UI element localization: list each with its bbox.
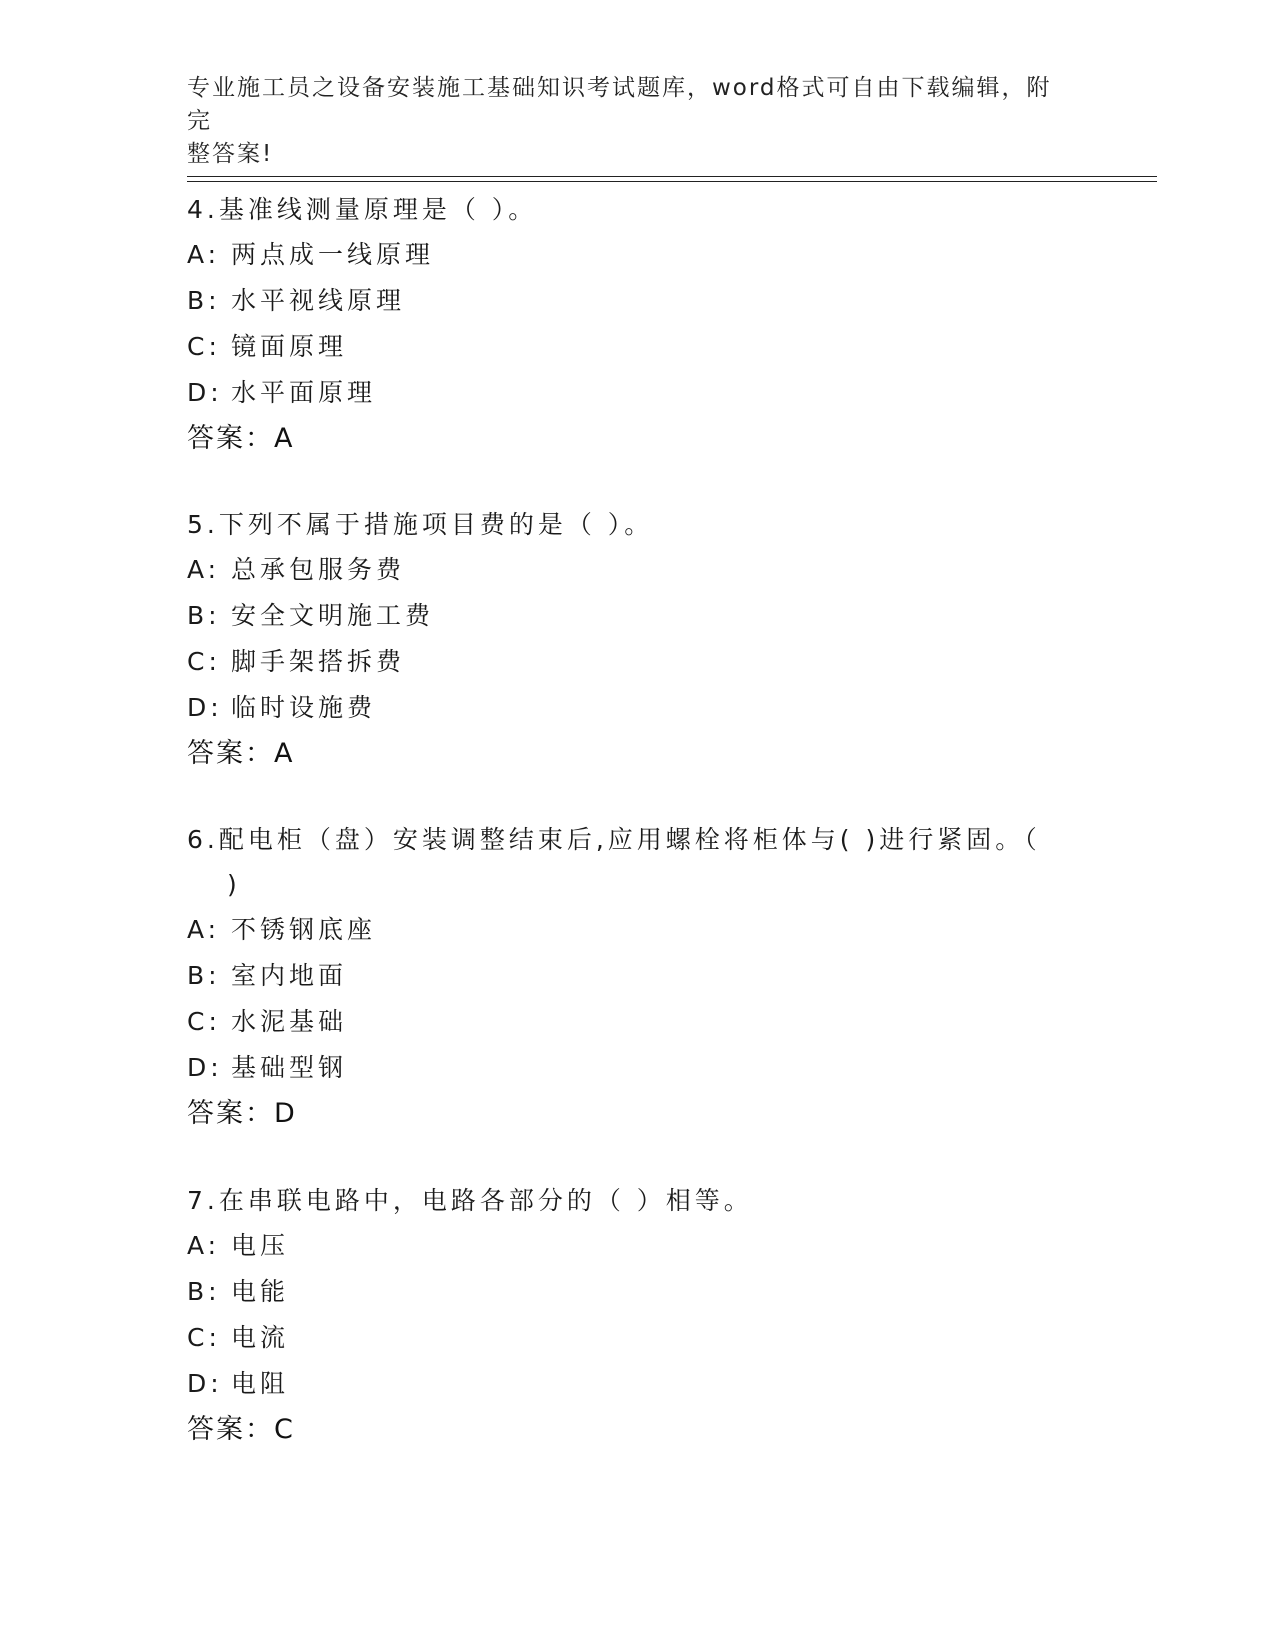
option-d — [187, 685, 1067, 731]
option-a — [187, 907, 1067, 953]
option-a — [187, 232, 1067, 278]
option-text: 室内地面 — [231, 961, 348, 990]
document-header — [187, 72, 1067, 171]
option-a — [187, 1223, 1067, 1269]
option-d — [187, 1361, 1067, 1407]
option-key: D: — [187, 1369, 223, 1398]
option-key: B: — [187, 601, 221, 630]
option-key: A: — [187, 1231, 221, 1260]
option-c — [187, 1315, 1067, 1361]
question-stem-continuation: ) — [227, 870, 241, 899]
option-d — [187, 370, 1067, 416]
option-key: A: — [187, 915, 221, 944]
option-b — [187, 593, 1067, 639]
header-rule-top — [187, 176, 1157, 177]
question-6 — [187, 817, 1067, 1137]
option-text: 电能 — [231, 1277, 290, 1306]
option-key: B: — [187, 1277, 221, 1306]
option-key: C: — [187, 1007, 221, 1036]
option-text: 安全文明施工费 — [231, 601, 435, 630]
question-stem: 6.配电柜（盘）安装调整结束后,应用螺栓将柜体与( )进行紧固。（ — [187, 825, 1041, 854]
option-key: C: — [187, 1323, 221, 1352]
option-a — [187, 547, 1067, 593]
option-text: 不锈钢底座 — [231, 915, 377, 944]
option-key: D: — [187, 378, 223, 407]
option-text: 脚手架搭拆费 — [231, 647, 406, 676]
option-b — [187, 1269, 1067, 1315]
option-b — [187, 953, 1067, 999]
option-key: D: — [187, 1053, 223, 1082]
option-text: 镜面原理 — [231, 332, 348, 361]
option-text: 水平视线原理 — [231, 286, 406, 315]
option-text: 总承包服务费 — [231, 555, 406, 584]
option-text: 电流 — [231, 1323, 290, 1352]
option-key: A: — [187, 555, 221, 584]
question-stem: 4.基准线测量原理是（ ）。 — [187, 195, 538, 224]
header-line-1: 专业施工员之设备安装施工基础知识考试题库，word格式可自由下载编辑，附完 — [187, 75, 1052, 134]
option-text: 两点成一线原理 — [231, 240, 435, 269]
option-key: B: — [187, 961, 221, 990]
question-7 — [187, 1178, 1067, 1453]
question-4 — [187, 187, 1067, 462]
option-key: D: — [187, 693, 223, 722]
answer: 答案：A — [187, 738, 295, 769]
option-text: 水平面原理 — [231, 378, 377, 407]
header-rule-bottom — [187, 181, 1157, 182]
option-text: 基础型钢 — [231, 1053, 348, 1082]
question-5 — [187, 502, 1067, 777]
option-text: 临时设施费 — [231, 693, 377, 722]
option-c — [187, 324, 1067, 370]
option-text: 水泥基础 — [231, 1007, 348, 1036]
option-key: C: — [187, 647, 221, 676]
option-key: B: — [187, 286, 221, 315]
option-c — [187, 639, 1067, 685]
question-stem: 5.下列不属于措施项目费的是（ ）。 — [187, 510, 654, 539]
option-b — [187, 278, 1067, 324]
option-text: 电阻 — [231, 1369, 290, 1398]
header-line-2: 整答案! — [187, 141, 274, 167]
option-key: C: — [187, 332, 221, 361]
option-d — [187, 1045, 1067, 1091]
answer: 答案：C — [187, 1414, 295, 1445]
option-text: 电压 — [231, 1231, 290, 1260]
option-key: A: — [187, 240, 221, 269]
answer: 答案：A — [187, 423, 295, 454]
option-c — [187, 999, 1067, 1045]
question-stem: 7.在串联电路中，电路各部分的（ ）相等。 — [187, 1186, 753, 1215]
answer: 答案：D — [187, 1098, 297, 1129]
